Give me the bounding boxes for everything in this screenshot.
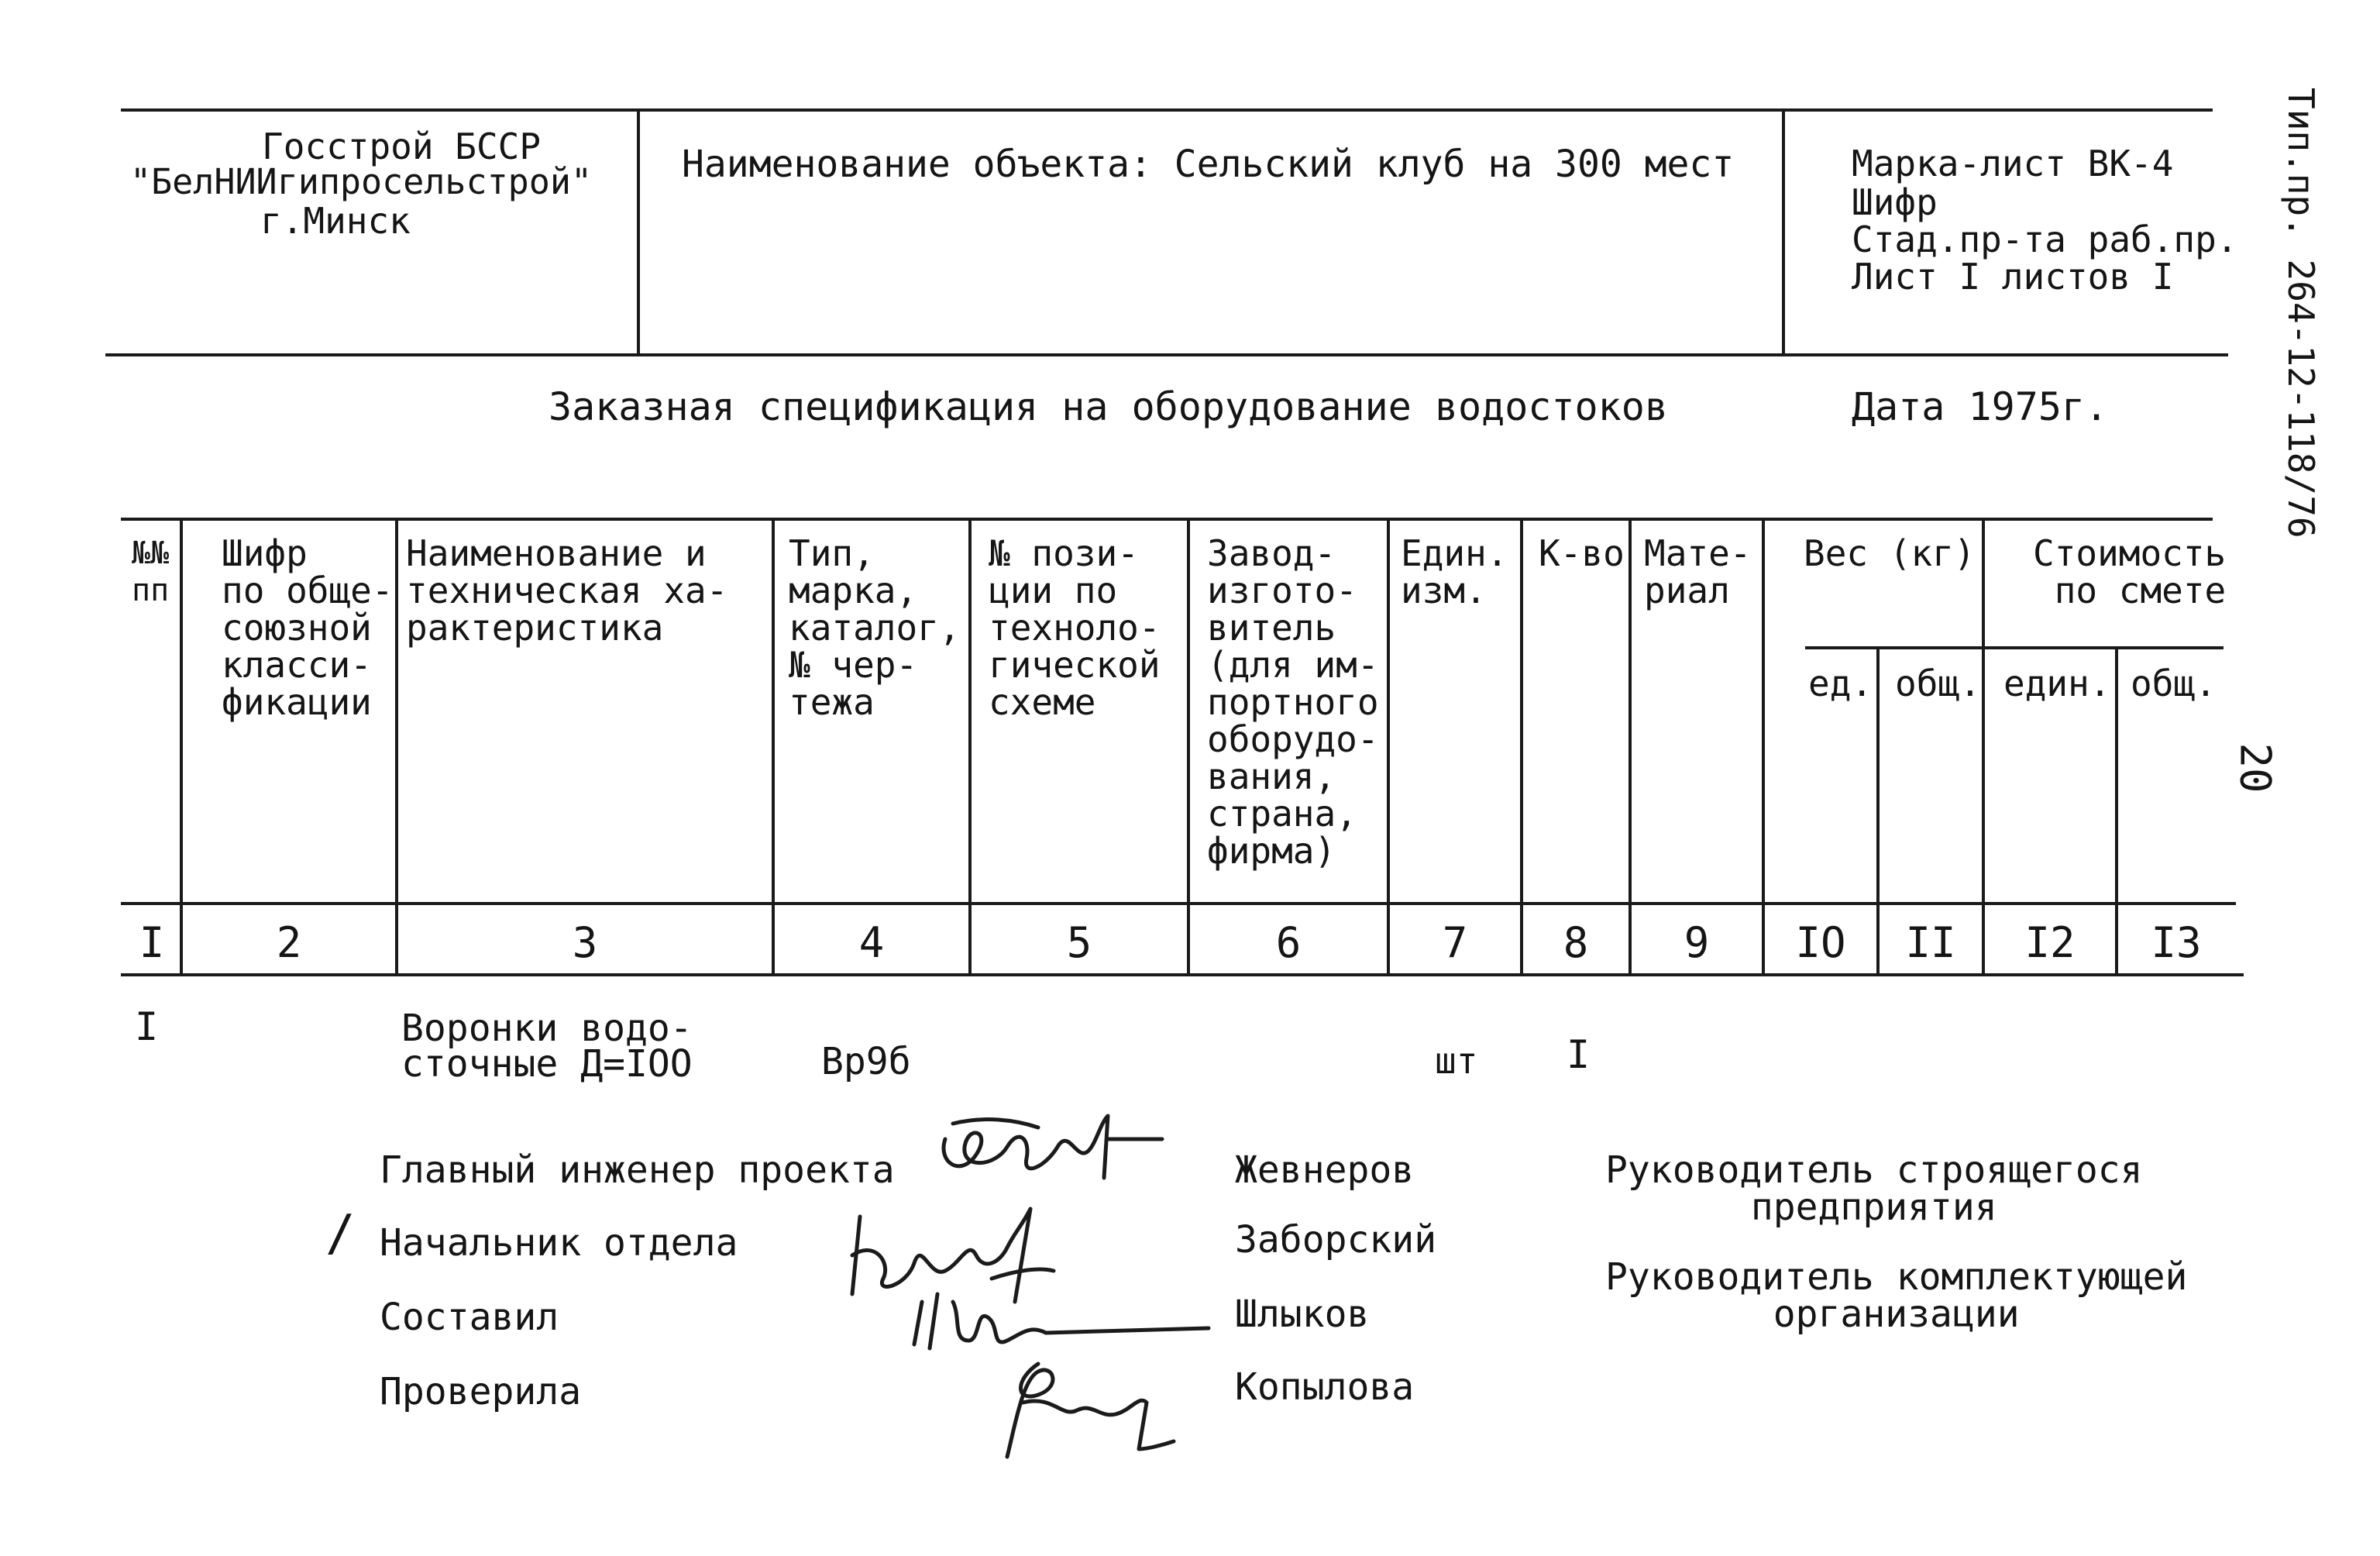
title-block-divider-left	[637, 108, 640, 355]
col-number: 9	[1684, 918, 1710, 967]
col-number: 7	[1442, 918, 1468, 967]
title-block-bottom-line	[105, 353, 2228, 356]
header-weight-unit: ед.	[1808, 663, 1873, 704]
row-qty: I	[1567, 1032, 1591, 1077]
table-col-line	[180, 518, 183, 976]
header-cost-total: общ.	[2131, 663, 2217, 704]
header-no: №№ пп	[132, 535, 170, 608]
role-department-head: Начальник отдела	[380, 1221, 738, 1265]
header-weight-total: общ.	[1895, 663, 1981, 704]
spec-date: Дата 1975г.	[1852, 384, 2109, 429]
header-weight: Вес (кг)	[1804, 532, 1976, 574]
header-type: Тип, марка, каталог, № чер- тежа	[789, 532, 961, 723]
table-col-line	[968, 518, 972, 976]
name-compiled: Шлыков	[1235, 1293, 1370, 1336]
row-unit: шт	[1435, 1040, 1478, 1082]
col-number: IO	[1795, 918, 1846, 967]
col-number: 5	[1066, 918, 1092, 967]
header-name: Наименование и техническая ха- рактеристика	[406, 532, 728, 649]
col-number: 6	[1275, 918, 1302, 967]
header-cost: Стоимость по смете	[2033, 532, 2227, 611]
col-number: 4	[858, 918, 885, 967]
table-col-line	[772, 518, 775, 976]
header-material: Мате- риал	[1644, 532, 1752, 611]
header-unit: Един. изм.	[1401, 532, 1508, 611]
weight-cost-subheader-line	[1805, 646, 2224, 649]
row-name: Воронки водо- сточные Д=IOO	[401, 1007, 693, 1086]
signature-chief-engineer	[922, 1093, 1170, 1201]
table-top-line	[121, 518, 2213, 521]
table-col-line	[1387, 518, 1390, 976]
role-chief-engineer: Главный инженер проекта	[380, 1148, 895, 1192]
signature-checked	[992, 1348, 1178, 1465]
table-header-bottom-line	[121, 902, 2236, 905]
table-col-line	[1629, 518, 1632, 976]
org-line-2: "БелНИИгипросельстрой"	[130, 161, 593, 202]
note-supplier: Руководитель комплектующей организации	[1605, 1255, 2188, 1336]
table-numbers-bottom-line	[121, 973, 2244, 976]
note-builder: Руководитель строящегося предприятия	[1605, 1148, 2143, 1229]
signature-mark: /	[325, 1205, 356, 1262]
table-col-line	[1520, 518, 1523, 976]
col-number: I	[139, 918, 165, 967]
header-shifr: Шифр по обще- союзной класси- фикации	[222, 532, 394, 723]
col-number: II	[1905, 918, 1956, 967]
side-stamp: Тип.пр. 264-12-118/76	[2280, 88, 2322, 539]
object-name: Наименование объекта: Сельский клуб на 300 мест	[682, 143, 1735, 186]
list-count: Лист I листов I	[1852, 256, 2174, 298]
role-compiled: Составил	[380, 1296, 559, 1339]
name-department-head: Заборский	[1235, 1218, 1437, 1262]
table-col-line	[1762, 518, 1765, 976]
page-number: 20	[2230, 742, 2280, 793]
col-number: I2	[2024, 918, 2076, 967]
col-number: I3	[2151, 918, 2202, 967]
row-type: Вр9б	[821, 1040, 911, 1083]
spec-title: Заказная спецификация на оборудование водостоков	[549, 384, 1668, 429]
header-manufacturer: Завод- изгото- витель (для им- портного оборудо- вания, страна, фирма)	[1207, 532, 1379, 872]
header-cost-unit: един.	[2003, 663, 2111, 704]
table-col-line	[395, 518, 398, 976]
title-block-top-line	[121, 108, 2213, 112]
role-checked: Проверила	[380, 1370, 582, 1413]
row-number: I	[135, 1004, 159, 1049]
header-qty: К-во	[1539, 532, 1625, 574]
col-number: 3	[572, 918, 598, 967]
col-number: 2	[276, 918, 302, 967]
title-block-divider-right	[1782, 108, 1785, 355]
name-chief-engineer: Жевнеров	[1235, 1148, 1415, 1192]
table-col-line	[1187, 518, 1190, 976]
stadia: Стад.пр-та раб.пр.	[1852, 219, 2238, 260]
org-line-1: Госстрой БССР	[262, 126, 542, 167]
col-number: 8	[1563, 918, 1589, 967]
shifr-label: Шифр	[1852, 181, 1938, 223]
name-checked: Копылова	[1235, 1365, 1415, 1409]
org-line-3: г.Минск	[260, 200, 411, 242]
marka-list: Марка-лист ВК-4	[1852, 143, 2174, 184]
header-position: № пози- ции по техноло- гической схеме	[989, 532, 1161, 723]
table-col-line	[1982, 518, 1985, 976]
signature-compiled	[906, 1271, 1216, 1356]
